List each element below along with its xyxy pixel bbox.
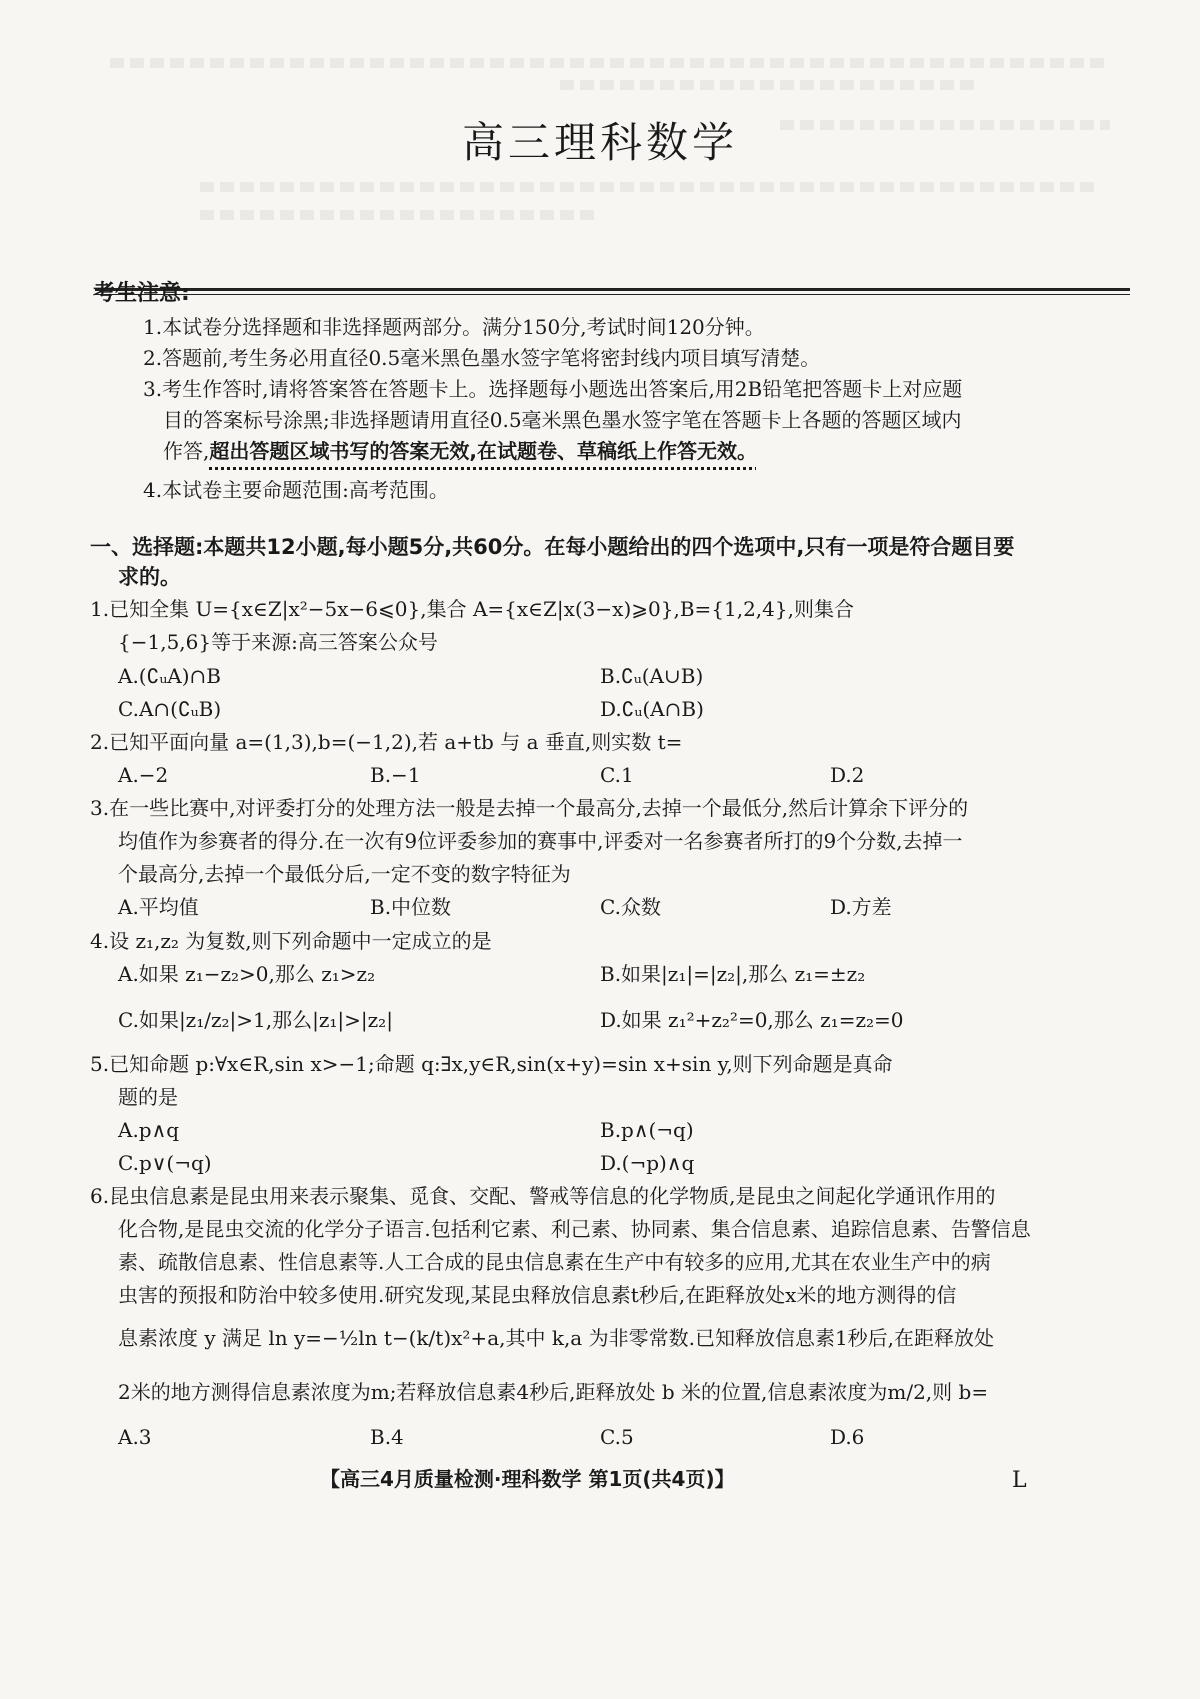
question-4-option-c: C.如果|z₁/z₂|>1,那么|z₁|>|z₂| bbox=[118, 1008, 393, 1032]
question-3-option-d: D.方差 bbox=[830, 895, 892, 919]
question-4-option-a: A.如果 z₁−z₂>0,那么 z₁>z₂ bbox=[118, 962, 376, 986]
page-title: 高三理科数学 bbox=[461, 118, 738, 167]
notice-heading: 考生注意: bbox=[93, 281, 190, 306]
notice-item-4: 4.本试卷主要命题范围:高考范围。 bbox=[143, 478, 449, 502]
header-rule-thin bbox=[95, 294, 1130, 295]
question-6-stem-line-5: 息素浓度 y 满足 ln y=−½ln t−(k/t)x²+a,其中 k,a 为非零常数.已知释放信息素1秒后,在距释放处 bbox=[118, 1326, 995, 1350]
question-3-stem-cont: 均值作为参赛者的得分.在一次有9位评委参加的赛事中,评委对一名参赛者所打的9个分数,去掉一 bbox=[118, 829, 963, 853]
page-code: L bbox=[1012, 1468, 1027, 1493]
question-1-option-b: B.∁ᵤ(A∪B) bbox=[600, 664, 704, 688]
question-6-stem-line-4: 虫害的预报和防治中较多使用.研究发现,某昆虫释放信息素t秒后,在距释放处x米的地方测得的信 bbox=[118, 1283, 957, 1307]
question-3-stem: 3.在一些比赛中,对评委打分的处理方法一般是去掉一个最高分,去掉一个最低分,然后计算余下评分的 bbox=[90, 796, 969, 820]
question-5-stem: 5.已知命题 p:∀x∈R,sin x>−1;命题 q:∃x,y∈R,sin(x+y)=sin x+sin y,则下列命题是真命 bbox=[90, 1052, 893, 1076]
bleed-through-line bbox=[110, 58, 1110, 68]
question-1-option-d: D.∁ᵤ(A∩B) bbox=[600, 697, 704, 721]
question-6-stem-line-2: 化合物,是昆虫交流的化学分子语言.包括利它素、利己素、协同素、集合信息素、追踪信息素、告警信息 bbox=[118, 1217, 1031, 1241]
question-3-stem-end: 个最高分,去掉一个最低分后,一定不变的数字特征为 bbox=[118, 862, 571, 886]
question-4-option-d: D.如果 z₁²+z₂²=0,那么 z₁=z₂=0 bbox=[600, 1008, 904, 1032]
question-2-stem: 2.已知平面向量 a=(1,3),b=(−1,2),若 a+tb 与 a 垂直,则实数 t= bbox=[90, 730, 683, 754]
question-6-option-a: A.3 bbox=[118, 1425, 152, 1449]
notice-item-3-end bbox=[163, 439, 757, 463]
question-6-stem: 6.昆虫信息素是昆虫用来表示聚集、觅食、交配、警戒等信息的化学物质,是昆虫之间起化学通讯作用的 bbox=[90, 1184, 996, 1208]
question-4-stem: 4.设 z₁,z₂ 为复数,则下列命题中一定成立的是 bbox=[90, 929, 492, 953]
question-5-option-b: B.p∧(¬q) bbox=[600, 1118, 694, 1142]
notice-item-3-tail: 作答, bbox=[163, 439, 210, 463]
question-5-option-c: C.p∨(¬q) bbox=[118, 1151, 212, 1175]
question-1-option-a: A.(∁ᵤA)∩B bbox=[118, 664, 222, 688]
question-6-stem-line-6: 2米的地方测得信息素浓度为m;若释放信息素4秒后,距释放处 b 米的位置,信息素浓度为m/2,则 b= bbox=[118, 1380, 989, 1404]
question-5-option-d: D.(¬p)∧q bbox=[600, 1151, 695, 1175]
question-1-stem: 1.已知全集 U={x∈Z|x²−5x−6⩽0},集合 A={x∈Z|x(3−x)⩾0},B={1,2,4},则集合 bbox=[90, 597, 854, 621]
question-2-option-c: C.1 bbox=[600, 763, 634, 787]
question-3-option-c: C.众数 bbox=[600, 895, 661, 919]
notice-item-3-cont: 目的答案标号涂黑;非选择题请用直径0.5毫米黑色墨水签字笔在答题卡上各题的答题区域内 bbox=[163, 408, 962, 432]
question-5-stem-cont: 题的是 bbox=[118, 1085, 178, 1109]
question-2-option-d: D.2 bbox=[830, 763, 865, 787]
question-2-option-b: B.−1 bbox=[370, 763, 421, 787]
notice-item-1: 1.本试卷分选择题和非选择题两部分。满分150分,考试时间120分钟。 bbox=[143, 315, 765, 339]
bleed-through-line bbox=[200, 210, 600, 220]
question-6-option-c: C.5 bbox=[600, 1425, 634, 1449]
question-1-stem-cont: {−1,5,6}等于来源:高三答案公众号 bbox=[118, 630, 438, 654]
bleed-through-line bbox=[560, 80, 980, 90]
notice-emphasis: 超出答题区域书写的答案无效,在试题卷、草稿纸上作答无效。 bbox=[209, 439, 757, 463]
question-1-option-c: C.A∩(∁ᵤB) bbox=[118, 697, 222, 721]
section-1-heading: 一、选择题:本题共12小题,每小题5分,共60分。在每小题给出的四个选项中,只有一项是符合题目要 bbox=[90, 535, 1015, 559]
question-6-option-b: B.4 bbox=[370, 1425, 404, 1449]
header-rule bbox=[95, 288, 1130, 291]
question-5-option-a: A.p∧q bbox=[118, 1118, 180, 1142]
question-2-option-a: A.−2 bbox=[118, 763, 169, 787]
question-3-option-a: A.平均值 bbox=[118, 895, 199, 919]
section-1-heading-cont: 求的。 bbox=[118, 565, 181, 589]
notice-item-2: 2.答题前,考生务必用直径0.5毫米黑色墨水签字笔将密封线内项目填写清楚。 bbox=[143, 346, 821, 370]
question-4-option-b: B.如果|z₁|=|z₂|,那么 z₁=±z₂ bbox=[600, 962, 866, 986]
question-3-option-b: B.中位数 bbox=[370, 895, 452, 919]
question-6-option-d: D.6 bbox=[830, 1425, 865, 1449]
bleed-through-line bbox=[200, 182, 1100, 192]
notice-item-3: 3.考生作答时,请将答案答在答题卡上。选择题每小题选出答案后,用2B铅笔把答题卡上对应题 bbox=[143, 377, 963, 401]
page-footer: 【高三4月质量检测·理科数学 第1页(共4页)】 bbox=[320, 1467, 735, 1491]
question-6-stem-line-3: 素、疏散信息素、性信息素等.人工合成的昆虫信息素在生产中有较多的应用,尤其在农业生产中的病 bbox=[118, 1250, 991, 1274]
